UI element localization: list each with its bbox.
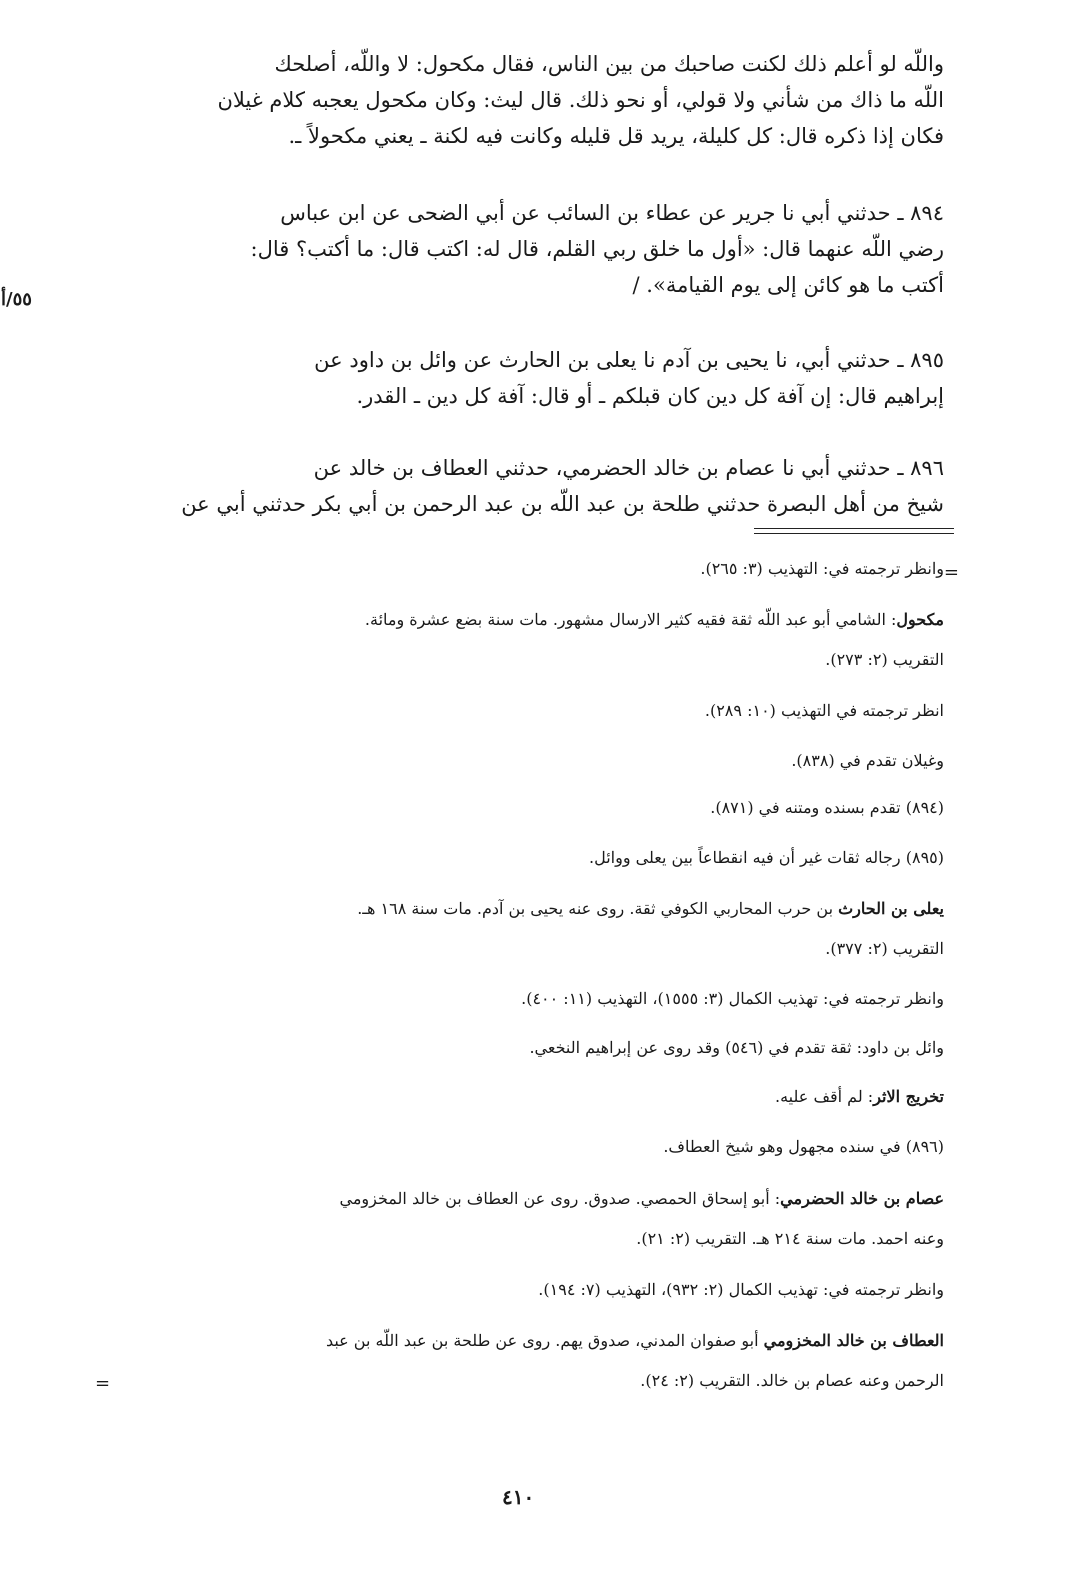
text-line: ٨٩٤ ـ حدثني أبي نا جرير عن عطاء بن السائب عن أبي الضحى عن ابن عباس [280,201,944,225]
text-line: شيخ من أهل البصرة حدثني طلحة بن عبد اللّه بن عبد الرحمن بن أبي بكر حدثني أبي عن [181,492,944,516]
footnote-line: (٨٩٥) رجاله ثقات غير أن فيه انقطاعاً بين يعلى ووائل. [589,848,944,867]
footnote-line: الرحمن وعنه عصام بن خالد. التقريب (٢: ٢٤). [640,1371,944,1390]
paragraph-895 [102,342,944,414]
footnote-line: يعلى بن الحارث بن حرب المحاربي الكوفي ثقة. روى عنه يحيى بن آدم. مات سنة ١٦٨ هـ. [357,899,944,918]
text-line: أكتب ما هو كائن إلى يوم القيامة». / [632,273,944,297]
footnote-line: التقريب (٢: ٢٧٣). [825,650,944,669]
footnote-line: (٨٩٤) تقدم بسنده ومتنه في (٨٧١). [710,798,944,817]
manuscript-folio-marker: ٥٥/أ [1,289,32,310]
text-line: اللّه ما ذاك من شأني ولا قولي، أو نحو ذلك. قال ليث: وكان مكحول يعجبه كلام غيلان [217,88,944,112]
paragraph-894 [102,195,944,303]
footnote-line: (٨٩٦) في سنده مجهول وهو شيخ العطاف. [663,1137,944,1156]
footnote-continuation-mark: = [95,1373,111,1394]
text-line: واللّه لو أعلم ذلك لكنت صاحبك من بين الناس، فقال مكحول: لا واللّه، أصلحك [274,52,944,76]
footnote-line: وانظر ترجمته في: التهذيب (٣: ٢٦٥). [700,559,944,578]
footnote-line: انظر ترجمته في التهذيب (١٠: ٢٨٩). [704,701,944,720]
text-line: ٨٩٦ ـ حدثني أبي نا عصام بن خالد الحضرمي، حدثني العطاف بن خالد عن [313,456,944,480]
footnote-line: العطاف بن خالد المخزومي أبو صفوان المدني، صدوق يهم. روى عن طلحة بن عبد اللّه بن عبد [325,1331,944,1350]
paragraph-continuation [102,46,944,154]
footnote-line: وعنه احمد. مات سنة ٢١٤ هـ. التقريب (٢: ٢١). [636,1229,944,1248]
paragraph-896 [102,450,944,522]
footnote-line: عصام بن خالد الحضرمي: أبو إسحاق الحمصي. صدوق. روى عن العطاف بن خالد المخزومي [339,1189,944,1208]
text-line: فكان إذا ذكره قال: كل كليلة، يريد قل قليله وكانت فيه لكنة ـ يعني مكحولاً ـ. [288,124,944,148]
text-line: إبراهيم قال: إن آفة كل دين كان قبلكم ـ أو قال: آفة كل دين ـ القدر. [356,384,944,408]
footnote-line: وانظر ترجمته في: تهذيب الكمال (٣: ١٥٥٥)، التهذيب (١١: ٤٠٠). [521,989,944,1008]
footnote-line: مكحول: الشامي أبو عبد اللّه ثقة فقيه كثير الارسال مشهور. مات سنة بضع عشرة ومائة. [364,610,944,629]
footnote-line: وغيلان تقدم في (٨٣٨). [791,751,944,770]
footnote-continuation-mark: = [943,562,959,583]
text-line: ٨٩٥ ـ حدثني أبي، نا يحيى بن آدم نا يعلى بن الحارث عن وائل بن داود عن [314,348,944,372]
footnote-line: وائل بن داود: ثقة تقدم في (٥٤٦) وقد روى عن إبراهيم النخعي. [529,1038,944,1057]
footnote-line: تخريج الاثر: لم أقف عليه. [775,1087,944,1106]
text-line: رضي اللّه عنهما قال: «أول ما خلق ربي القلم، قال له: اكتب قال: ما أكتب؟ قال: [250,237,944,261]
footnote-line: وانظر ترجمته في: تهذيب الكمال (٢: ٩٣٢)، التهذيب (٧: ١٩٤). [538,1280,944,1299]
footnote-line: التقريب (٢: ٣٧٧). [825,939,944,958]
footnote-separator-rule [754,533,954,534]
footnote-separator-rule [754,528,954,529]
page-number: ٤١٠ [502,1485,535,1509]
